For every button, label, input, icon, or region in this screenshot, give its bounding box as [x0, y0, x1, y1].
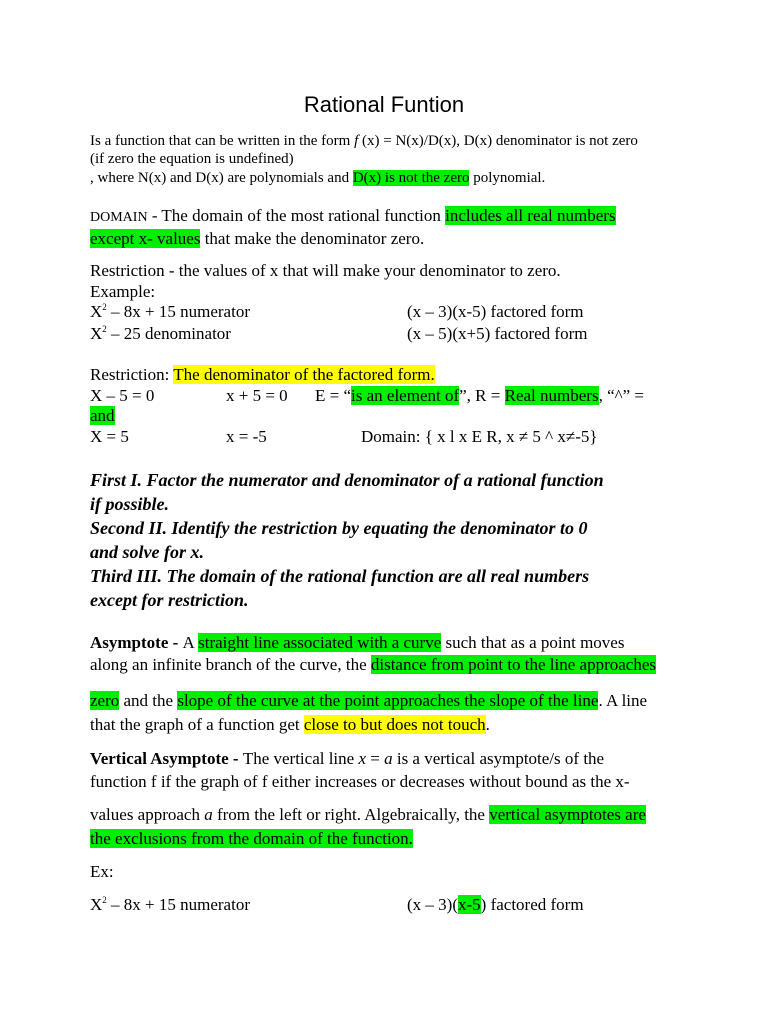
- equation-1a: X – 5 = 0: [90, 386, 155, 405]
- highlight: distance from point to the line approaches: [370, 655, 657, 674]
- page-title: Rational Funtion: [303, 92, 465, 117]
- step-line: Second II. Identify the restriction by equating the denominator to 0: [90, 518, 588, 538]
- step-line: and solve for x.: [90, 542, 204, 562]
- step-line: Third III. The domain of the rational function are all real numbers: [90, 566, 590, 586]
- highlight: zero: [90, 691, 120, 710]
- and-line: [90, 406, 115, 426]
- equation-2b: x = -5: [226, 427, 267, 446]
- highlight: straight line associated with a curve: [198, 633, 442, 652]
- highlight: The denominator of the factored form.: [173, 365, 435, 384]
- highlight: x-5: [457, 895, 481, 914]
- step-line: if possible.: [90, 494, 169, 514]
- step-line: First I. Factor the numerator and denominator of a rational function: [90, 470, 604, 490]
- domain-line-1: DOMAIN - The domain of the most rational function includes all real numbers: [90, 206, 616, 225]
- example-2-label: Ex:: [90, 862, 114, 881]
- equation-2a: X = 5: [90, 427, 129, 446]
- highlight: and: [90, 406, 115, 425]
- numerator-line: $X^2 - 8x + 15$ numerator: [90, 302, 250, 321]
- asymptote-line-1: Asymptote - A straight line associated with a curve such that as a point moves: [90, 633, 625, 652]
- asymptote-line-4: that the graph of a function get close to but does not touch.: [90, 715, 490, 734]
- vertical-line-3: values approach a from the left or right. Algebraically, the vertical asymptotes are: [90, 805, 646, 824]
- example-2-factored: (x – 3)(x-5) factored form: [407, 895, 584, 914]
- numerator-factored: (x – 3)(x-5) factored form: [407, 302, 584, 321]
- domain-set: Domain: { x l x E R, x ≠ 5 ^ x≠-5}: [361, 427, 598, 446]
- vertical-line-2: function f if the graph of f either increases or decreases without bound as the x-: [90, 772, 630, 791]
- vertical-line-4: [90, 829, 413, 849]
- highlight: close to but does not touch: [303, 715, 486, 734]
- highlight: D(x) is not the zero: [352, 170, 470, 186]
- example-2-numerator: $X^2 - 8x + 15$ numerator: [90, 895, 250, 914]
- domain-line-2: except x- values that make the denominator zero.: [90, 229, 425, 248]
- vertical-line-1: Vertical Asymptote - The vertical line x = a is a vertical asymptote/s of the: [90, 749, 605, 768]
- denominator-line: $X^2 - 25$ denominator: [90, 324, 231, 343]
- asymptote-line-2: along an infinite branch of the curve, the distance from point to the line approaches: [90, 655, 657, 674]
- highlight: slope of the curve at the point approaches the slope of the line: [177, 691, 599, 710]
- highlight: Real numbers: [504, 386, 599, 405]
- intro-line-3: , where N(x) and D(x) are polynomials and D(x) is not the zero polynomial.: [90, 170, 546, 186]
- highlight: except x- values: [90, 229, 201, 248]
- highlight: the exclusions from the domain of the function.: [90, 829, 413, 848]
- element-definition: E = “is an element of”, R = Real numbers, “^” =: [315, 386, 644, 405]
- equation-1b: x + 5 = 0: [226, 386, 288, 405]
- step-line: except for restriction.: [90, 590, 249, 610]
- highlight: is an element of: [351, 386, 460, 405]
- intro-line-1: Is a function that can be written in the form f (x) = N(x)/D(x), D(x) denominator is not zero: [90, 133, 638, 149]
- highlight: includes all real numbers: [445, 206, 616, 225]
- example-label: Example:: [90, 282, 156, 301]
- intro-line-2: (if zero the equation is undefined): [90, 151, 294, 167]
- denominator-factored: (x – 5)(x+5) factored form: [407, 324, 588, 343]
- restriction-definition: Restriction - the values of x that will make your denominator to zero.: [90, 261, 561, 280]
- asymptote-line-3: zero and the slope of the curve at the point approaches the slope of the line. A line: [90, 691, 648, 710]
- restriction-label-line: Restriction: The denominator of the factored form.: [90, 365, 435, 384]
- highlight: vertical asymptotes are: [489, 805, 646, 824]
